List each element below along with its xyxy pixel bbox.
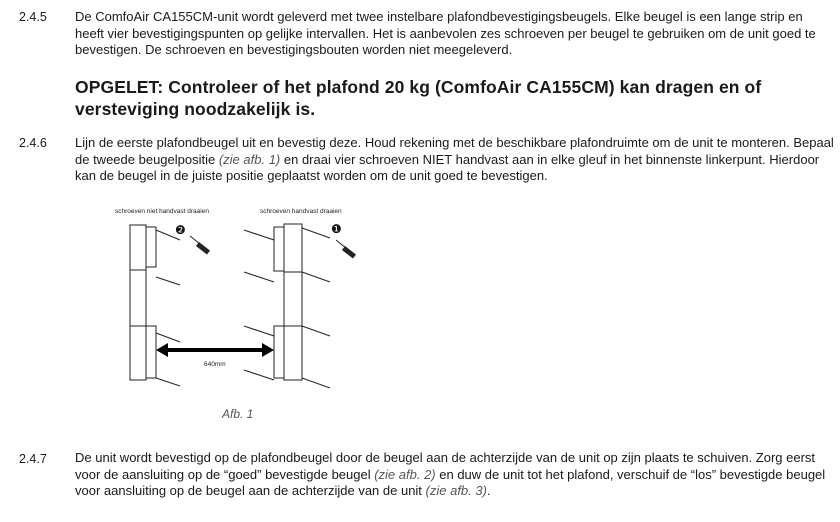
- section-number: 2.4.5: [19, 10, 47, 24]
- section-text: De unit wordt bevestigd op de plafondbeugel door de beugel aan de achterzijde van de unit op zijn plaats te schuiven. Zorg eerst voor de aansluiting op de “goed” bevestigde beugel (zie afb. 2) en duw de unit tot het plafond, verschuif de “los” bevestigde beugel voor aansluiting op de beugel aan de achterzijde van de unit (zie afb. 3).: [75, 450, 826, 498]
- figure-label-right: schroeven handvast draaien: [260, 208, 342, 215]
- step-marker-1: ❶: [331, 222, 342, 236]
- section-number: 2.4.7: [19, 452, 47, 466]
- right-bracket: [274, 224, 302, 380]
- screwdriver-icon: [190, 236, 210, 255]
- figure-label-left: schroeven niet handvast draaien: [115, 208, 209, 215]
- figure-reference: (zie afb. 3): [425, 483, 487, 498]
- section-number: 2.4.6: [19, 136, 47, 150]
- screwdriver-icon: [336, 240, 356, 259]
- warning-text: OPGELET: Controleer of het plafond 20 kg (ComfoAir CA155CM) kan dragen en of versteviging noodzakelijk is.: [75, 77, 762, 119]
- dimension-label: 640mm: [204, 361, 226, 368]
- dimension-arrow: [156, 343, 274, 357]
- screws-right: [244, 228, 330, 388]
- screws-left: [156, 230, 180, 386]
- figure-reference: (zie afb. 1): [218, 151, 281, 167]
- section-text: De ComfoAir CA155CM-unit wordt geleverd met twee instelbare plafondbevestigingsbeugels. Elke beugel is een lange strip en heeft vier bevestigingspunten op gelijke intervallen. Het is aanbevolen zes schroeven per beugel te gebruiken om de unit goed te bevestigen. De schroeven en bevestigingsbouten worden niet meegeleverd.: [75, 9, 816, 57]
- section-text: Lijn de eerste plafondbeugel uit en bevestig deze. Houd rekening met de beschikbare plafondruimte om de unit te monteren. Bepaal de tweede beugelpositie (zie afb. 1) en draai vier schroeven NIET handvast aan in elke gleuf in het binnenste linkerpunt. Hierdoor kan de beugel in de juiste positie geplaatst worden om de unit goed te bevestigen.: [75, 135, 834, 183]
- figure-caption: Afb. 1: [222, 407, 254, 421]
- left-bracket: [130, 225, 156, 380]
- step-marker-2: ❷: [175, 223, 186, 237]
- figure-reference: (zie afb. 2): [374, 466, 436, 482]
